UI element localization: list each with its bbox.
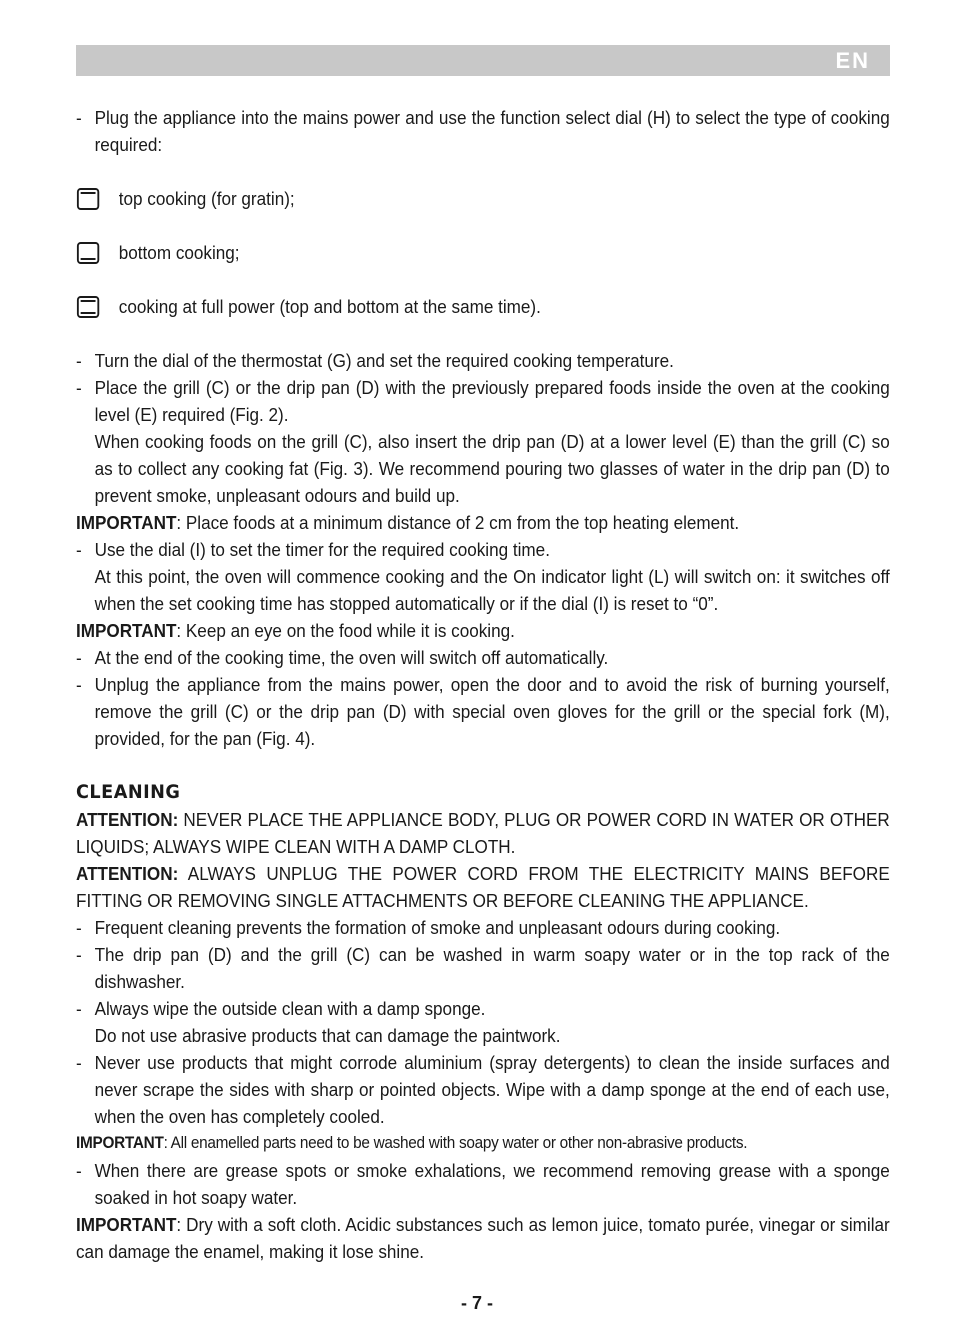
important-note: IMPORTANT: All enamelled parts need to be washed with soapy water or other non-abrasive products. (76, 1134, 748, 1152)
intro-text: Plug the appliance into the mains power and use the function select dial (H) to select the type of cooking required: (94, 107, 890, 155)
mode-label: top cooking (for gratin); (118, 188, 295, 209)
attention-note: ATTENTION: NEVER PLACE THE APPLIANCE BODY, PLUG OR POWER CORD IN WATER OR OTHER LIQUIDS; ALWAYS WIPE CLEAN WITH A DAMP CLOTH. (76, 809, 890, 857)
page-number: - 7 - (460, 1293, 493, 1313)
list-item: - Always wipe the outside clean with a damp sponge. (76, 998, 486, 1019)
attention-note: ATTENTION: ALWAYS UNPLUG THE POWER CORD FROM THE ELECTRICITY MAINS BEFORE FITTING OR REMOVING SINGLE ATTACHMENTS OR BEFORE CLEANING THE APPLIANCE. (76, 863, 890, 911)
list-item: - The drip pan (D) and the grill (C) can be washed in warm soapy water or in the top rack of the dishwasher. (76, 944, 890, 992)
list-item: - Use the dial (I) to set the timer for the required cooking time. (76, 539, 550, 560)
list-item: - Never use products that might corrode aluminium (spray detergents) to clean the inside surfaces and never scrape the sides with sharp or pointed objects. Wipe with a damp sponge at the end of each use, when the oven has completely cooled. (76, 1052, 890, 1127)
mode-bottom (76, 239, 890, 266)
bottom-heating-icon (76, 241, 100, 265)
full-heating-icon (76, 295, 100, 319)
important-note: IMPORTANT: Place foods at a minimum distance of 2 cm from the top heating element. (76, 512, 740, 533)
page-content (76, 104, 890, 1265)
list-item: - At the end of the cooking time, the oven will switch off automatically. (76, 647, 609, 668)
mode-label: bottom cooking; (118, 242, 240, 263)
mode-label: cooking at full power (top and bottom at the same time). (118, 296, 541, 317)
important-note: IMPORTANT: Keep an eye on the food while it is cooking. (76, 620, 515, 641)
list-item: - Place the grill (C) or the drip pan (D) with the previously prepared foods inside the oven at the cooking level (E) required (Fig. 2). (76, 377, 890, 425)
mode-full (76, 293, 890, 320)
mode-top (76, 185, 890, 212)
section-title: CLEANING (76, 781, 181, 803)
list-item: - Turn the dial of the thermostat (G) and set the required cooking temperature. (76, 350, 674, 371)
list-item: - Unplug the appliance from the mains power, open the door and to avoid the risk of burning yourself, remove the grill (C) or the drip pan (D) with special oven gloves for the grill or the special fork (M), provided, for the pan (Fig. 4). (76, 674, 890, 749)
header-bar (76, 45, 890, 76)
list-item: - Frequent cleaning prevents the formation of smoke and unpleasant odours during cooking. (76, 917, 781, 938)
list-item: - When there are grease spots or smoke exhalations, we recommend removing grease with a sponge soaked in hot soapy water. (76, 1160, 890, 1208)
list-item-continuation: When cooking foods on the grill (C), also insert the drip pan (D) at a lower level (E) than the grill (C) so as to collect any cooking fat (Fig. 3). We recommend pouring two glasses of water in the drip pan (D) to prevent smoke, unpleasant odours and build up. (94, 431, 890, 506)
list-item-continuation: At this point, the oven will commence cooking and the On indicator light (L) will switch on: it switches off when the set cooking time has stopped automatically or if the dial (I) is reset to “0”. (94, 566, 890, 614)
top-heating-icon (76, 187, 100, 211)
list-item: - Plug the appliance into the mains power and use the function select dial (H) to select the type of cooking required: (76, 104, 890, 158)
language-label: EN (835, 48, 870, 73)
important-note: IMPORTANT: Dry with a soft cloth. Acidic substances such as lemon juice, tomato purée, vinegar or similar can damage the enamel, making it lose shine. (76, 1214, 890, 1262)
list-item-continuation: Do not use abrasive products that can damage the paintwork. (94, 1025, 561, 1046)
